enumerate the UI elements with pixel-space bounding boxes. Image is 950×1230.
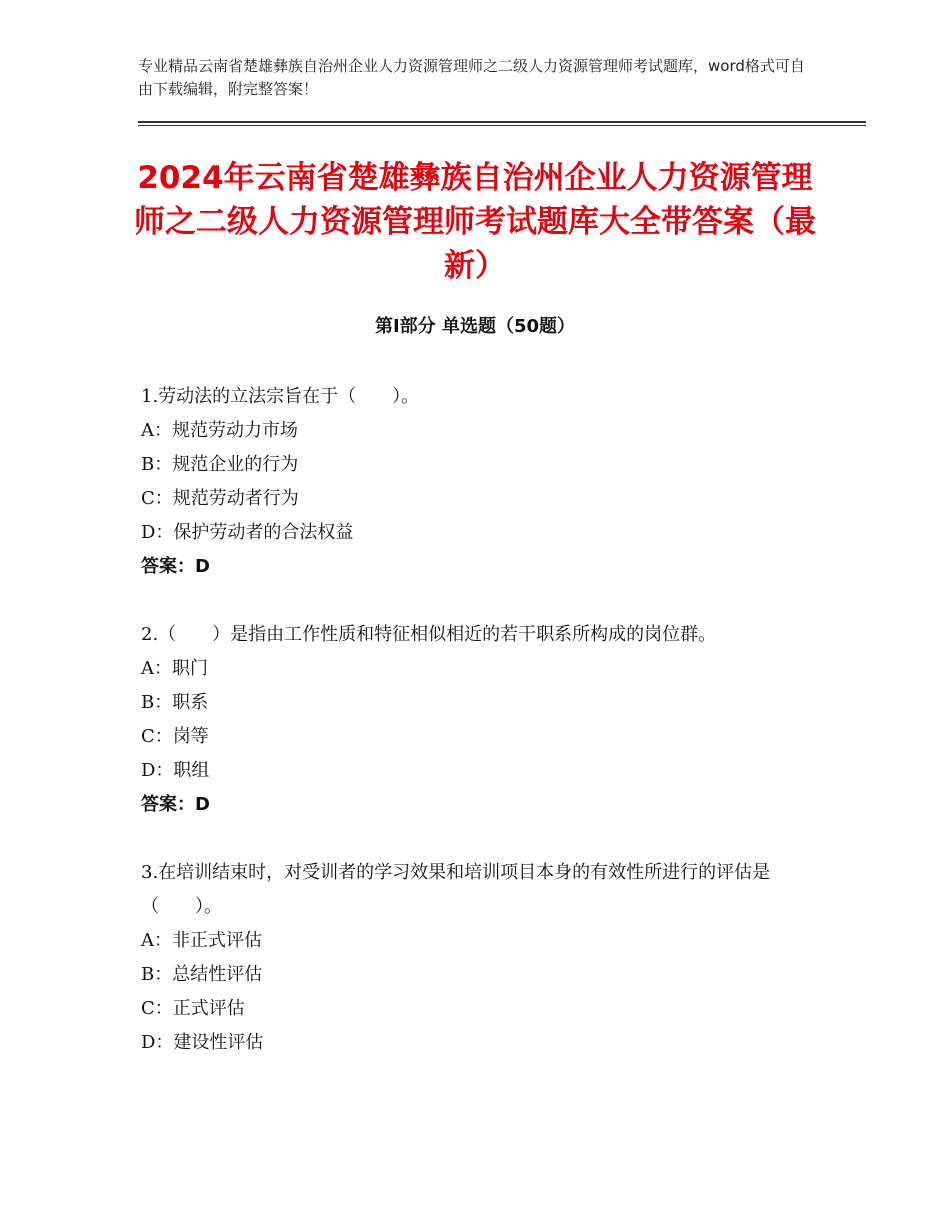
option-c: C：岗等 [141,726,209,747]
option-d: D：建设性评估 [141,1032,264,1053]
option-c: C：正式评估 [141,998,245,1019]
header-note: 专业精品云南省楚雄彝族自治州企业人力资源管理师之二级人力资源管理师考试题库，word格式可自由下载编辑，附完整答案！ [138,57,805,98]
question-stem: 3.在培训结束时，对受训者的学习效果和培训项目本身的有效性所进行的评估是（ ）。 [141,862,771,917]
answer-text: 答案：D [141,556,210,577]
header-divider-thick [138,121,866,123]
option-d: D：职组 [141,760,210,781]
option-b: B：总结性评估 [141,964,263,985]
option-a: A：非正式评估 [141,930,262,951]
option-c: C：规范劳动者行为 [141,488,299,509]
question-2 [141,618,821,822]
header-divider-thin [138,125,866,126]
question-stem: 1.劳动法的立法宗旨在于（ ）。 [141,386,420,407]
question-stem: 2.（ ）是指由工作性质和特征相似相近的若干职系所构成的岗位群。 [141,624,717,645]
answer-text: 答案：D [141,794,210,815]
option-d: D：保护劳动者的合法权益 [141,522,354,543]
section-heading: 第I部分 单选题（50题） [374,316,575,337]
question-3 [141,856,821,1060]
question-list [141,380,821,1094]
option-b: B：职系 [141,692,209,713]
question-1 [141,380,821,584]
option-a: A：职门 [141,658,208,679]
option-b: B：规范企业的行为 [141,454,299,475]
document-title: 2024年云南省楚雄彝族自治州企业人力资源管理师之二级人力资源管理师考试题库大全带答案（最新） [134,160,816,284]
option-a: A：规范劳动力市场 [141,420,298,441]
